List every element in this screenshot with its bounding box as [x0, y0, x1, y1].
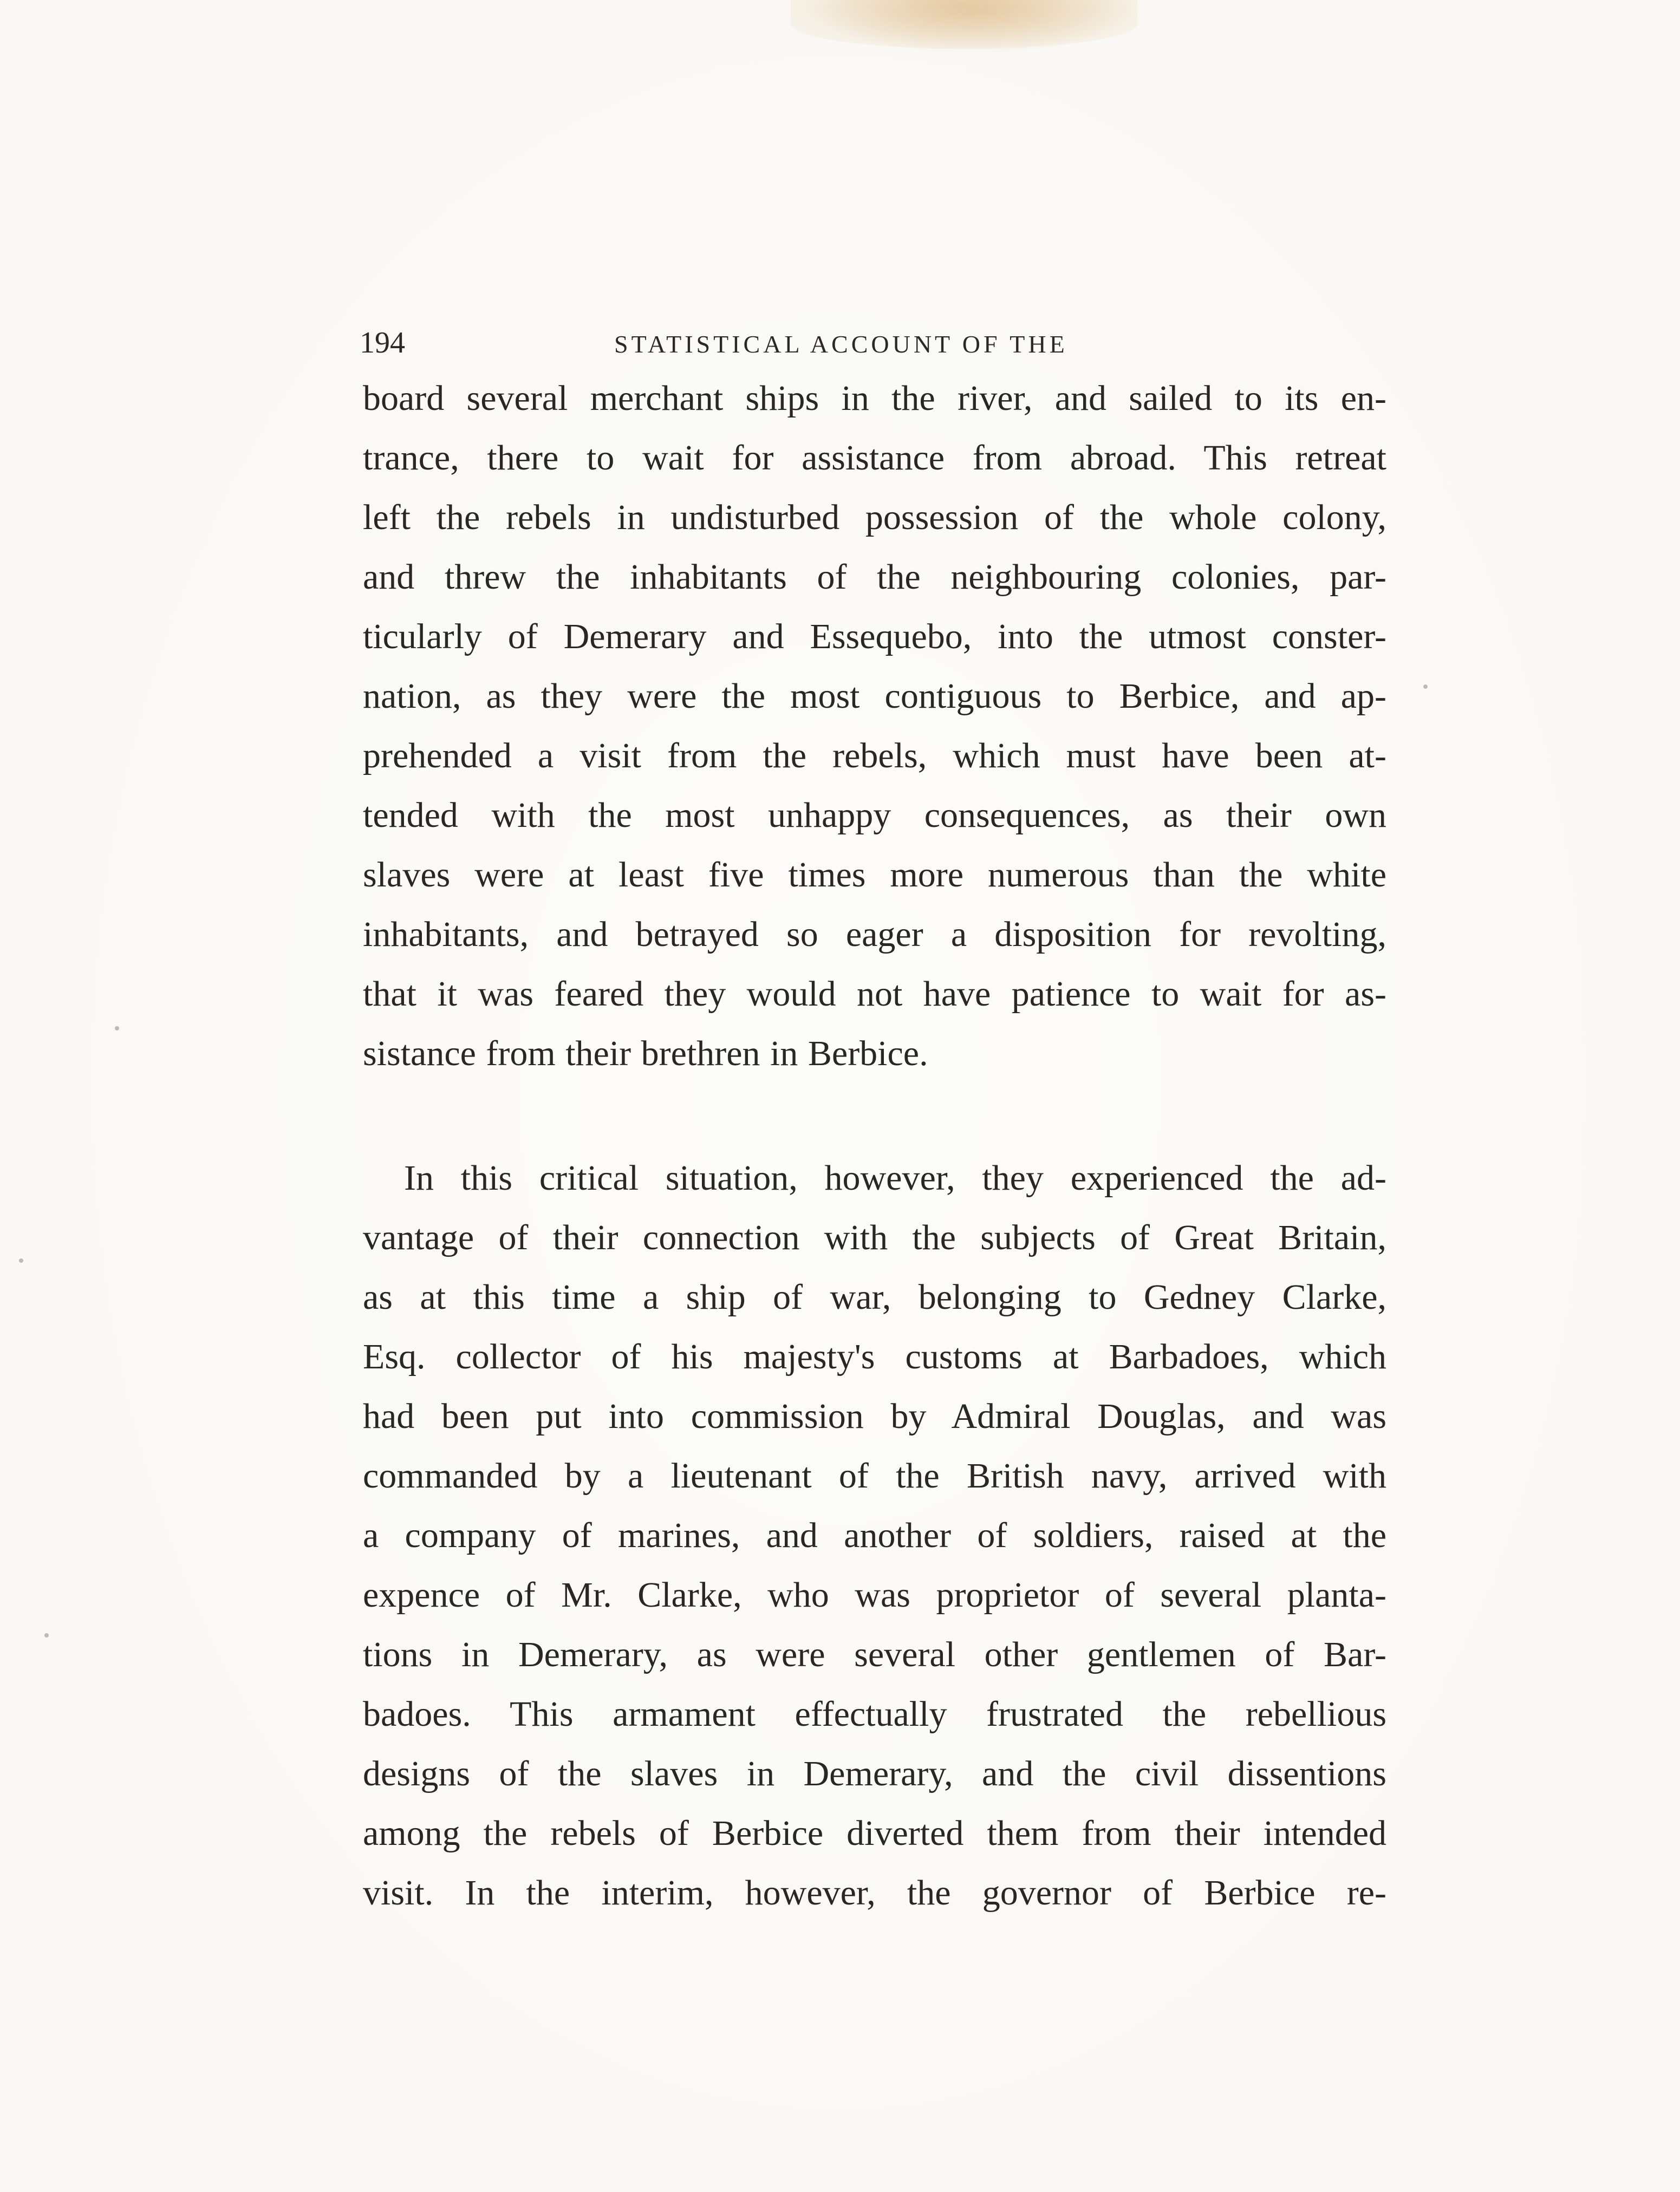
- text-line: visit. In the interim, however, the governor of Berbice re-: [363, 1873, 1386, 1913]
- text-line: ticularly of Demerary and Essequebo, into the utmost conster-: [363, 617, 1386, 656]
- text-line: and threw the inhabitants of the neighbouring colonies, par-: [363, 557, 1386, 597]
- text-line: slaves were at least five times more numerous than the white: [363, 855, 1386, 895]
- text-line: designs of the slaves in Demerary, and the civil dissentions: [363, 1754, 1386, 1793]
- paragraph-2: [363, 1149, 1386, 1923]
- text-line: vantage of their connection with the subjects of Great Britain,: [363, 1218, 1386, 1257]
- page-number: 194: [360, 326, 405, 360]
- running-head: STATISTICAL ACCOUNT OF THE: [614, 330, 1068, 358]
- paper-stain: [791, 0, 1137, 49]
- page-header: [360, 324, 1389, 362]
- paper-speck: [1423, 684, 1428, 689]
- text-line: a company of marines, and another of soldiers, raised at the: [363, 1516, 1386, 1555]
- text-line: expence of Mr. Clarke, who was proprietor of several planta-: [363, 1575, 1386, 1615]
- text-line: prehended a visit from the rebels, which must have been at-: [363, 736, 1386, 775]
- paper-speck: [44, 1633, 49, 1638]
- text-line: left the rebels in undisturbed possession of the whole colony,: [363, 498, 1386, 537]
- text-line: among the rebels of Berbice diverted them from their intended: [363, 1813, 1386, 1853]
- paragraph-1: [363, 369, 1386, 1084]
- text-line: tended with the most unhappy consequences, as their own: [363, 795, 1386, 835]
- text-line: tions in Demerary, as were several other gentlemen of Bar-: [363, 1635, 1386, 1674]
- text-line: had been put into commission by Admiral Douglas, and was: [363, 1397, 1386, 1436]
- text-line: badoes. This armament effectually frustrated the rebellious: [363, 1694, 1386, 1734]
- paper-speck: [115, 1026, 119, 1030]
- text-line: as at this time a ship of war, belonging to Gedney Clarke,: [363, 1277, 1386, 1317]
- text-line: commanded by a lieutenant of the British navy, arrived with: [363, 1456, 1386, 1496]
- text-line: that it was feared they would not have patience to wait for as-: [363, 974, 1386, 1014]
- text-line: In this critical situation, however, they experienced the ad-: [404, 1158, 1386, 1198]
- paper-speck: [19, 1258, 23, 1263]
- text-line: trance, there to wait for assistance from abroad. This retreat: [363, 438, 1386, 478]
- text-line: nation, as they were the most contiguous to Berbice, and ap-: [363, 676, 1386, 716]
- text-line: board several merchant ships in the river, and sailed to its en-: [363, 379, 1386, 418]
- text-line: Esq. collector of his majesty's customs at Barbadoes, which: [363, 1337, 1386, 1376]
- text-line: inhabitants, and betrayed so eager a disposition for revolting,: [363, 915, 1386, 954]
- text-line: sistance from their brethren in Berbice.: [363, 1034, 928, 1073]
